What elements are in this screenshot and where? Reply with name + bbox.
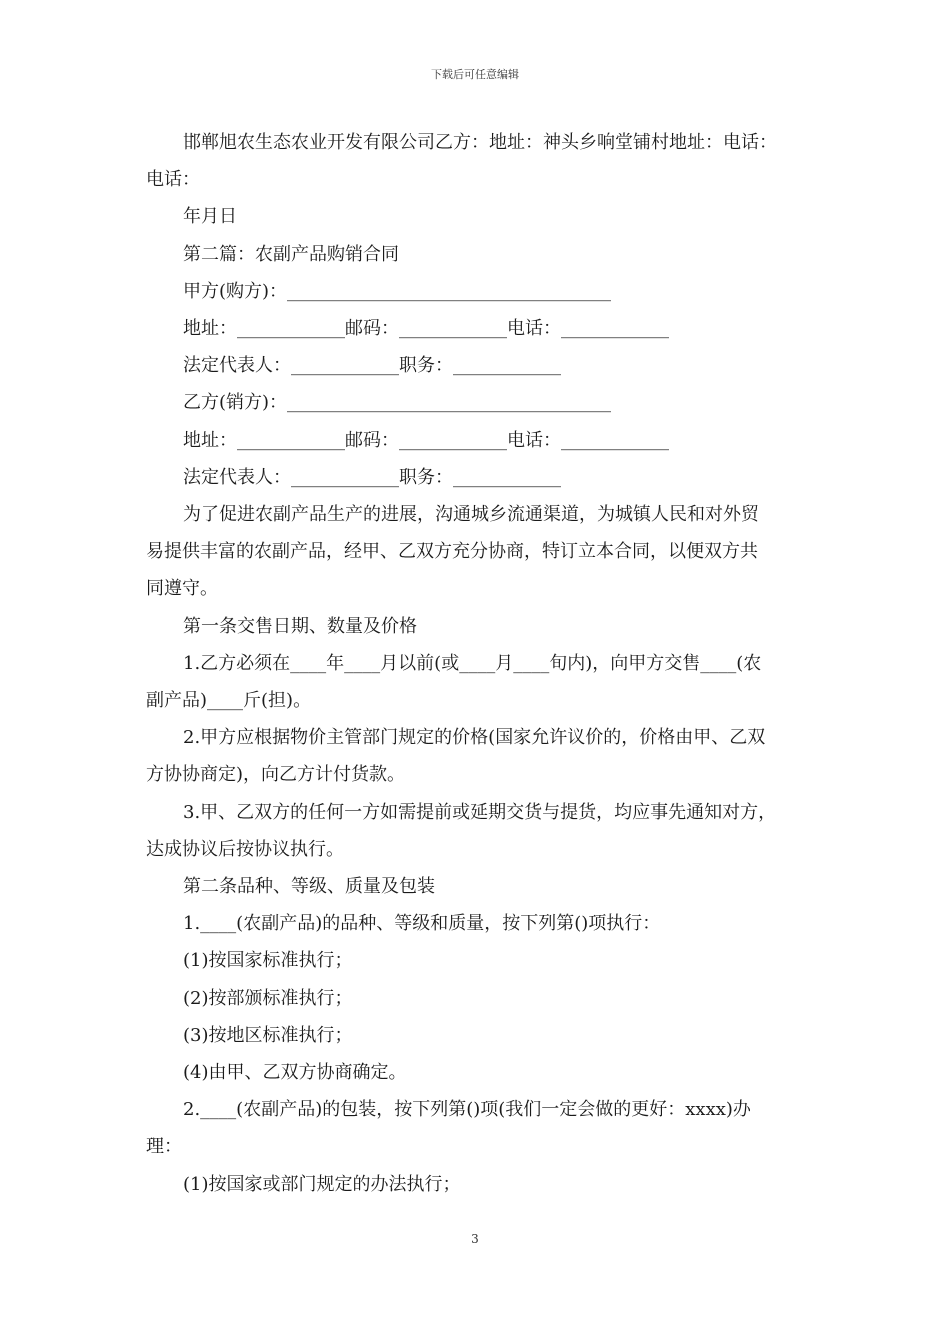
paragraph-line: (3)按地区标准执行； <box>183 1024 353 1046</box>
paragraph-line: 为了促进农副产品生产的进展，沟通城乡流通渠道，为城镇人民和对外贸 <box>183 504 759 526</box>
paragraph-line: 第一条交售日期、数量及价格 <box>183 615 417 637</box>
paragraph-line: 地址：____________邮码：____________电话：____________ <box>183 429 669 451</box>
paragraph-line: 1.乙方必须在____年____月以前(或____月____旬内)，向甲方交售____(农 <box>183 652 762 674</box>
paragraph-line: 副产品)____斤(担)。 <box>146 690 312 712</box>
paragraph-line: 法定代表人：____________职务：____________ <box>183 355 561 377</box>
paragraph-line: 第二篇：农副产品购销合同 <box>183 243 399 265</box>
paragraph-line: 方协协商定)，向乙方计付货款。 <box>146 764 406 786</box>
paragraph-line: 2.____(农副产品)的包装，按下列第()项(我们一定会做的更好：xxxx)办 <box>183 1099 751 1121</box>
paragraph-line: 同遵守。 <box>146 578 218 600</box>
paragraph-line: 年月日 <box>183 206 237 228</box>
paragraph-line: 第二条品种、等级、质量及包装 <box>183 876 435 898</box>
page-header: 下载后可任意编辑 <box>431 68 519 81</box>
paragraph-line: 3.甲、乙双方的任何一方如需提前或延期交货与提货，均应事先通知对方， <box>183 801 777 823</box>
paragraph-line: (4)由甲、乙双方协商确定。 <box>183 1062 407 1084</box>
paragraph-line: 乙方(销方)：____________________________________ <box>183 392 612 414</box>
paragraph-line: (2)按部颁标准执行； <box>183 987 353 1009</box>
paragraph-line: 电话： <box>146 169 200 191</box>
paragraph-line: 易提供丰富的农副产品，经甲、乙双方充分协商，特订立本合同，以便双方共 <box>146 541 758 563</box>
paragraph-line: 理： <box>146 1136 182 1158</box>
paragraph-line: 法定代表人：____________职务：____________ <box>183 466 561 488</box>
page-number: 3 <box>471 1232 479 1246</box>
paragraph-line: 邯郸旭农生态农业开发有限公司乙方：地址：神头乡响堂铺村地址：电话： <box>183 132 777 153</box>
paragraph-line: 地址：____________邮码：____________电话：____________ <box>183 318 669 340</box>
paragraph-line: 甲方(购方)：____________________________________ <box>183 280 612 302</box>
paragraph-line: 达成协议后按协议执行。 <box>146 838 344 860</box>
paragraph-line: (1)按国家或部门规定的办法执行； <box>183 1173 461 1195</box>
paragraph-line: 2.甲方应根据物价主管部门规定的价格(国家允许议价的，价格由甲、乙双 <box>183 727 766 749</box>
paragraph-line: 1.____(农副产品)的品种、等级和质量，按下列第()项执行： <box>183 913 661 935</box>
document-body <box>146 124 818 1203</box>
paragraph-line: (1)按国家标准执行； <box>183 950 353 972</box>
